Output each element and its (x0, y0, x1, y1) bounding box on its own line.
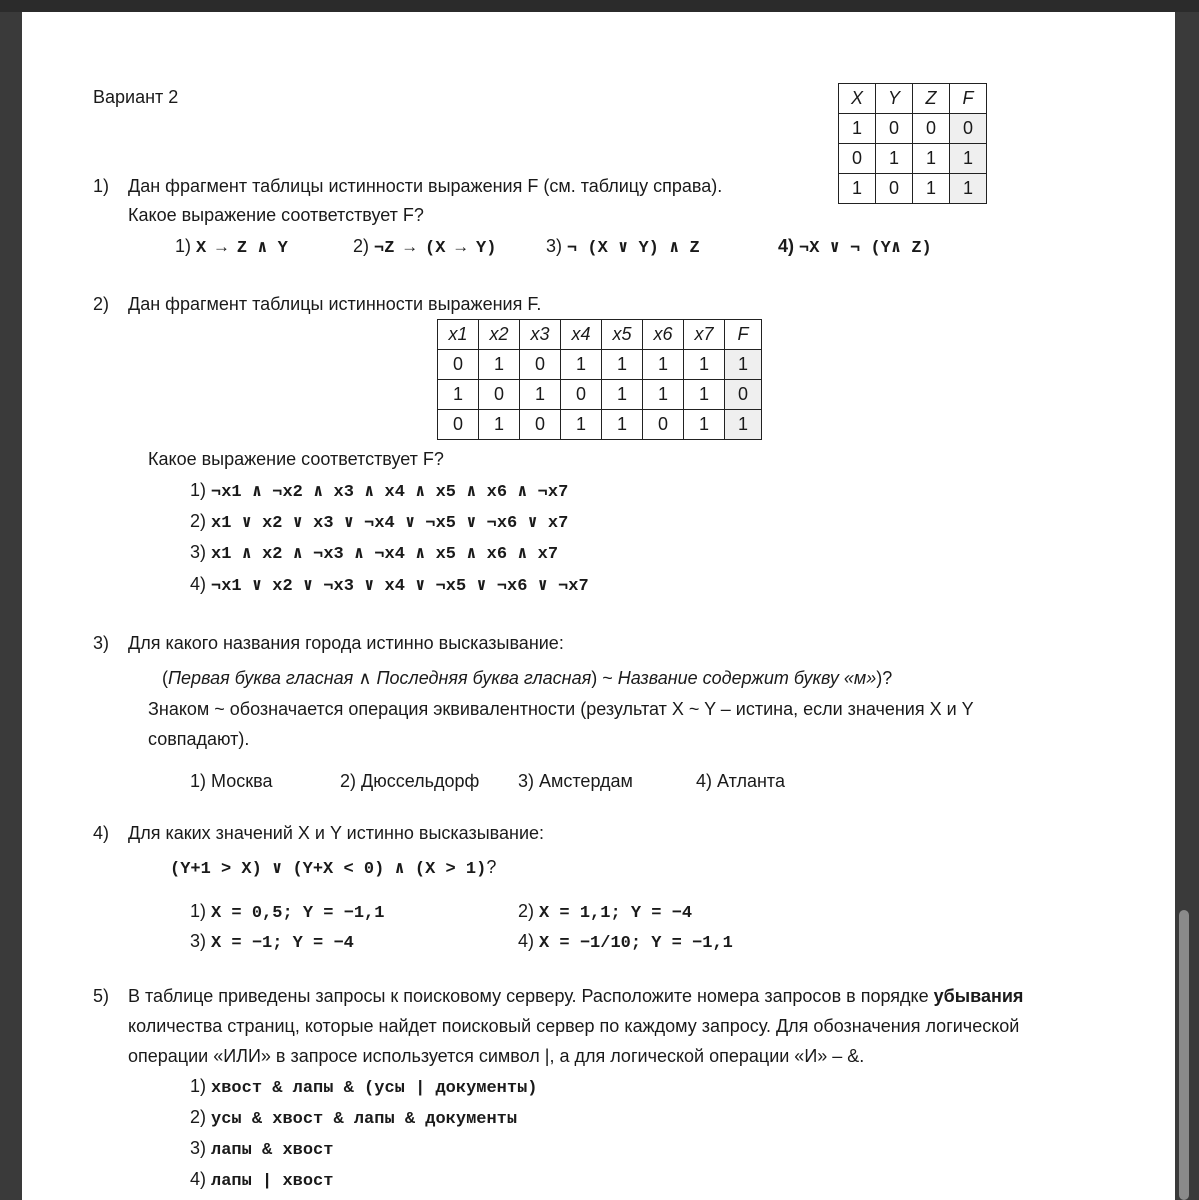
q2-text-line1: Дан фрагмент таблицы истинности выражения F. (128, 294, 542, 314)
q2-option-2 (190, 510, 568, 535)
q3-formula-and: ∧ (353, 668, 377, 688)
q1-header-f: F (950, 84, 987, 114)
q2-option-1-expr: ¬x1 ∧ ¬x2 ∧ x3 ∧ x4 ∧ x5 ∧ x6 ∧ ¬x7 (211, 483, 569, 502)
q3-formula-end: )? (876, 668, 893, 688)
q1-cell: 0 (876, 174, 913, 204)
q5-number: 5) (93, 986, 110, 1006)
q4-option-4-expr: X = −1/10; Y = −1,1 (539, 934, 733, 953)
q2-cell-f: 0 (725, 380, 762, 410)
q3-option-1: 1) Москва (190, 771, 273, 791)
q4-formula-end: ? (486, 857, 497, 877)
q4-option-1-expr: X = 0,5; Y = −1,1 (211, 904, 385, 923)
q3-formula (162, 667, 892, 689)
q5-option-2 (190, 1106, 517, 1131)
q2-header-x6: x6 (643, 320, 684, 350)
q2-cell: 0 (438, 410, 479, 440)
q5-option-3-expr: лапы & хвост (211, 1141, 334, 1160)
q2-header-x4: x4 (561, 320, 602, 350)
q2-cell-f: 1 (725, 410, 762, 440)
q5-text-emphasis: убывания (933, 986, 1024, 1006)
q3-text-line1: Для какого названия города истинно высказывание: (128, 633, 564, 653)
q5-option-3-number: 3) (190, 1138, 207, 1158)
q1-cell-f: 0 (950, 114, 987, 144)
q2-cell: 1 (479, 410, 520, 440)
q1-cell-f: 1 (950, 174, 987, 204)
variant-title: Вариант 2 (93, 87, 179, 107)
q1-cell: 1 (839, 174, 876, 204)
q5-option-3 (190, 1137, 333, 1162)
q4-option-2-number: 2) (518, 901, 535, 921)
q1-option-4-number: 4) (778, 236, 795, 256)
q2-cell: 0 (520, 410, 561, 440)
q2-number: 2) (93, 294, 110, 314)
q2-truth-table (437, 319, 762, 440)
q4-text-line1: Для каких значений X и Y истинно высказывание: (128, 823, 545, 843)
q5-text-line1 (128, 985, 1023, 1007)
q2-option-4-number: 4) (190, 574, 207, 594)
q2-cell: 0 (561, 380, 602, 410)
q2-cell: 0 (520, 350, 561, 380)
q1-option-3 (546, 235, 700, 260)
q1-option-3-expr: ¬ (X ∨ Y) ∧ Z (567, 239, 700, 258)
q1-cell: 1 (913, 144, 950, 174)
q2-option-2-number: 2) (190, 511, 207, 531)
q2-cell: 0 (479, 380, 520, 410)
q2-cell-f: 1 (725, 350, 762, 380)
q4-option-4-number: 4) (518, 931, 535, 951)
q5-option-1-expr: хвост & лапы & (усы | документы) (211, 1079, 538, 1098)
q3-formula-contains: Название содержит букву «м» (617, 668, 877, 688)
q3-formula-last-letter: Последняя буква гласная (376, 668, 592, 688)
q1-option-4 (778, 235, 932, 260)
q2-option-3-number: 3) (190, 542, 207, 562)
q1-number: 1) (93, 176, 110, 196)
q2-option-3 (190, 541, 558, 566)
q1-cell: 0 (839, 144, 876, 174)
q3-option-4: 4) Атланта (696, 771, 785, 791)
q2-cell: 1 (520, 380, 561, 410)
q5-text-line2: количества страниц, которые найдет поисковый сервер по каждому запросу. Для обозначения логической (128, 1016, 1020, 1036)
q1-text-line1: Дан фрагмент таблицы истинности выражения F (см. таблицу справа). (128, 176, 723, 196)
q2-option-3-expr: x1 ∧ x2 ∧ ¬x3 ∧ ¬x4 ∧ x5 ∧ x6 ∧ x7 (211, 545, 559, 564)
q2-cell: 1 (602, 350, 643, 380)
q1-cell-f: 1 (950, 144, 987, 174)
q3-formula-close: ) ~ (591, 668, 618, 688)
q2-cell: 1 (561, 410, 602, 440)
q2-cell: 1 (438, 380, 479, 410)
q1-option-1-number: 1) (175, 236, 192, 256)
q2-option-2-expr: x1 ∨ x2 ∨ x3 ∨ ¬x4 ∨ ¬x5 ∨ ¬x6 ∨ x7 (211, 514, 569, 533)
q1-option-1 (175, 235, 288, 260)
q1-header-x: X (839, 84, 876, 114)
q3-text-line4: совпадают). (148, 729, 250, 749)
q1-option-2 (353, 235, 496, 260)
q1-option-1-expr: X → Z ∧ Y (196, 239, 288, 258)
q2-cell: 1 (602, 380, 643, 410)
q1-header-z: Z (913, 84, 950, 114)
q2-cell: 1 (643, 380, 684, 410)
q1-option-2-expr: ¬Z → (X → Y) (374, 239, 497, 258)
q2-cell: 1 (684, 350, 725, 380)
q2-header-x3: x3 (520, 320, 561, 350)
q3-option-2: 2) Дюссельдорф (340, 771, 480, 791)
q2-cell: 1 (684, 410, 725, 440)
q5-option-2-number: 2) (190, 1107, 207, 1127)
q4-option-1 (190, 900, 384, 925)
q2-cell: 0 (438, 350, 479, 380)
q2-cell: 1 (602, 410, 643, 440)
q2-header-x5: x5 (602, 320, 643, 350)
q2-question: Какое выражение соответствует F? (148, 449, 444, 469)
q2-header-f: F (725, 320, 762, 350)
q5-option-4-expr: лапы | хвост (211, 1172, 334, 1191)
q5-option-1 (190, 1075, 537, 1100)
q5-option-1-number: 1) (190, 1076, 207, 1096)
q1-option-3-number: 3) (546, 236, 563, 256)
q1-header-y: Y (876, 84, 913, 114)
vertical-scrollbar[interactable] (1179, 910, 1189, 1200)
q4-option-1-number: 1) (190, 901, 207, 921)
q2-header-x7: x7 (684, 320, 725, 350)
q2-cell: 1 (643, 350, 684, 380)
q3-formula-open: ( (162, 668, 168, 688)
q1-cell: 1 (913, 174, 950, 204)
document-page (22, 12, 1175, 1200)
q4-number: 4) (93, 823, 110, 843)
window-top-bar (0, 0, 1199, 12)
q5-option-4 (190, 1168, 333, 1193)
q5-text-line3: операции «ИЛИ» в запросе используется символ |, а для логической операции «И» – &. (128, 1046, 865, 1066)
q3-formula-first-letter: Первая буква гласная (168, 668, 354, 688)
q2-option-1 (190, 479, 568, 504)
q2-option-4 (190, 573, 589, 598)
q4-option-3 (190, 930, 354, 955)
q1-cell: 1 (876, 144, 913, 174)
q5-option-4-number: 4) (190, 1169, 207, 1189)
q1-cell: 0 (876, 114, 913, 144)
q1-option-2-number: 2) (353, 236, 370, 256)
q5-text-line1-main: В таблице приведены запросы к поисковому серверу. Расположите номера запросов в порядке (128, 986, 934, 1006)
q2-cell: 1 (561, 350, 602, 380)
q2-option-1-number: 1) (190, 480, 207, 500)
q1-option-4-expr: ¬X ∨ ¬ (Y∧ Z) (799, 239, 932, 258)
q4-option-3-expr: X = −1; Y = −4 (211, 934, 354, 953)
q4-formula (170, 856, 496, 881)
q3-text-line3: Знаком ~ обозначается операция эквивалентности (результат X ~ Y – истина, если значения X и Y (148, 699, 974, 719)
q1-cell: 1 (839, 114, 876, 144)
q1-truth-table (838, 83, 987, 204)
q2-cell: 0 (643, 410, 684, 440)
q4-option-4 (518, 930, 733, 955)
q3-option-3: 3) Амстердам (518, 771, 633, 791)
q2-cell: 1 (479, 350, 520, 380)
q3-number: 3) (93, 633, 110, 653)
q2-header-x1: x1 (438, 320, 479, 350)
q4-formula-expr: (Y+1 > X) ∨ (Y+X < 0) ∧ (X > 1) (170, 860, 487, 879)
q4-option-3-number: 3) (190, 931, 207, 951)
q5-option-2-expr: усы & хвост & лапы & документы (211, 1110, 518, 1129)
q4-option-2-expr: X = 1,1; Y = −4 (539, 904, 693, 923)
q2-header-x2: x2 (479, 320, 520, 350)
q1-text-line2: Какое выражение соответствует F? (128, 205, 424, 225)
q4-option-2 (518, 900, 692, 925)
q2-cell: 1 (684, 380, 725, 410)
q2-option-4-expr: ¬x1 ∨ x2 ∨ ¬x3 ∨ x4 ∨ ¬x5 ∨ ¬x6 ∨ ¬x7 (211, 577, 589, 596)
q1-cell: 0 (913, 114, 950, 144)
